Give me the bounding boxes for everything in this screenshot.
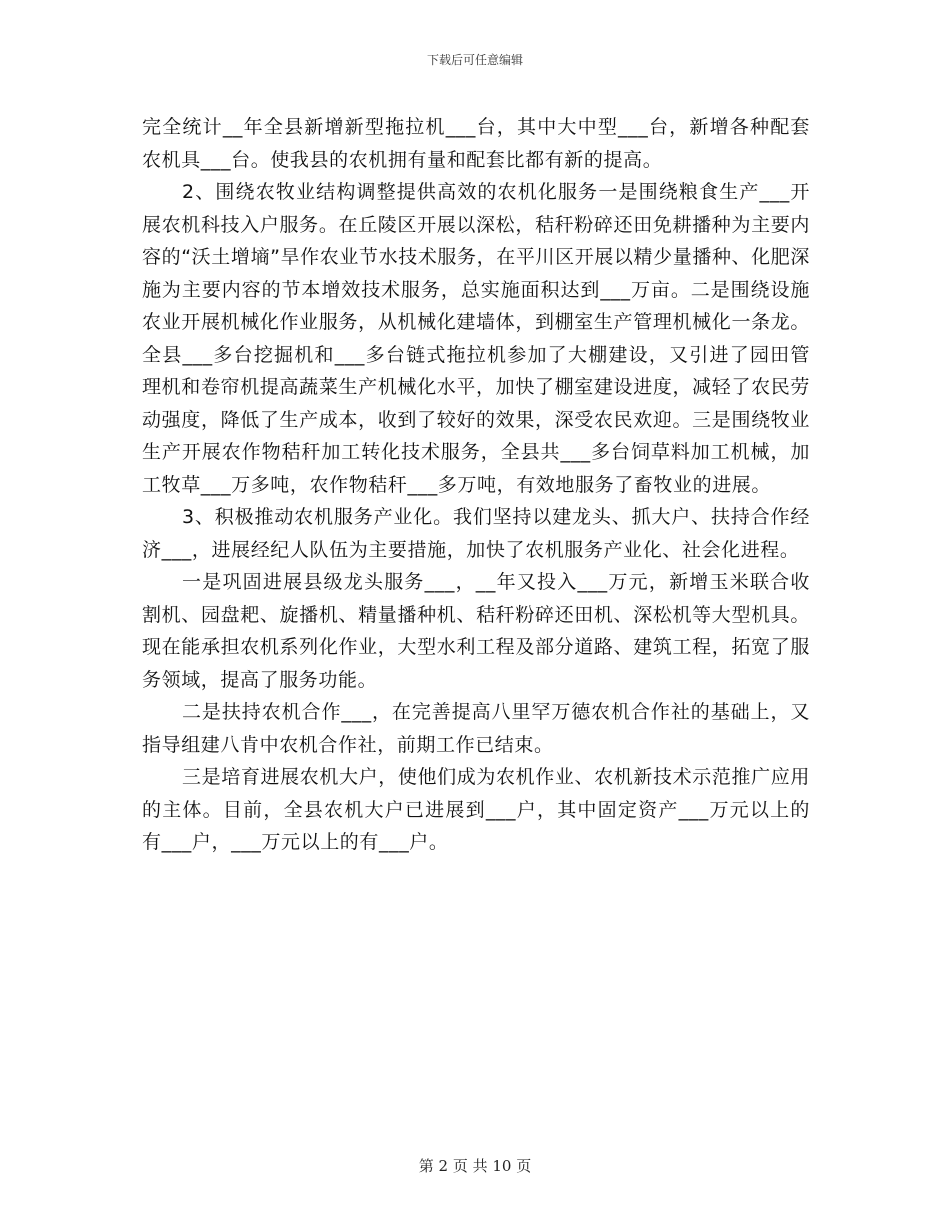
page-number: 第 2 页 共 10 页 [418,1157,532,1175]
document-body [142,111,810,859]
paragraph-4: 一是巩固进展县级龙头服务___，__年又投入___万元，新增玉米联合收割机、园盘耙、旋播机、精量播种机、秸秆粉碎还田机、深松机等大型机具。现在能承担农机系列化作业，大型水利工程及部分道路、建筑工程，拓宽了服务领域，提高了服务功能。 [142,571,810,691]
page-header-note: 下载后可任意编辑 [426,53,523,67]
paragraph-3: 3、积极推动农机服务产业化。我们坚持以建龙头、抓大户、扶持合作经济___，进展经纪人队伍为主要措施，加快了农机服务产业化、社会化进程。 [142,506,810,561]
paragraph-2: 2、围绕农牧业结构调整提供高效的农机化服务一是围绕粮食生产___开展农机科技入户服务。在丘陵区开展以深松，秸秆粉碎还田免耕播种为主要内容的“沃土增墒”旱作农业节水技术服务，在平川区开展以精少量播种、化肥深施为主要内容的节本增效技术服务，总实施面积达到___万亩。二是围绕设施农业开展机械化作业服务，从机械化建墙体，到棚室生产管理机械化一条龙。全县___多台挖掘机和___多台链式拖拉机参加了大棚建设，又引进了园田管理机和卷帘机提高蔬菜生产机械化水平，加快了棚室建设进度，减轻了农民劳动强度，降低了生产成本，收到了较好的效果，深受农民欢迎。三是围绕牧业生产开展农作物秸秆加工转化技术服务，全县共___多台饲草料加工机械，加工牧草___万多吨，农作物秸秆___多万吨，有效地服务了畜牧业的进展。 [142,181,810,496]
paragraph-6: 三是培育进展农机大户，使他们成为农机作业、农机新技术示范推广应用的主体。目前，全县农机大户已进展到___户，其中固定资产___万元以上的有___户，___万元以上的有___户。 [142,766,810,853]
paragraph-5: 二是扶持农机合作___，在完善提高八里罕万德农机合作社的基础上，又指导组建八肯中农机合作社，前期工作已结束。 [142,701,810,756]
paragraph-1: 完全统计__年全县新增新型拖拉机___台，其中大中型___台，新增各种配套农机具___台。使我县的农机拥有量和配套比都有新的提高。 [142,116,810,171]
